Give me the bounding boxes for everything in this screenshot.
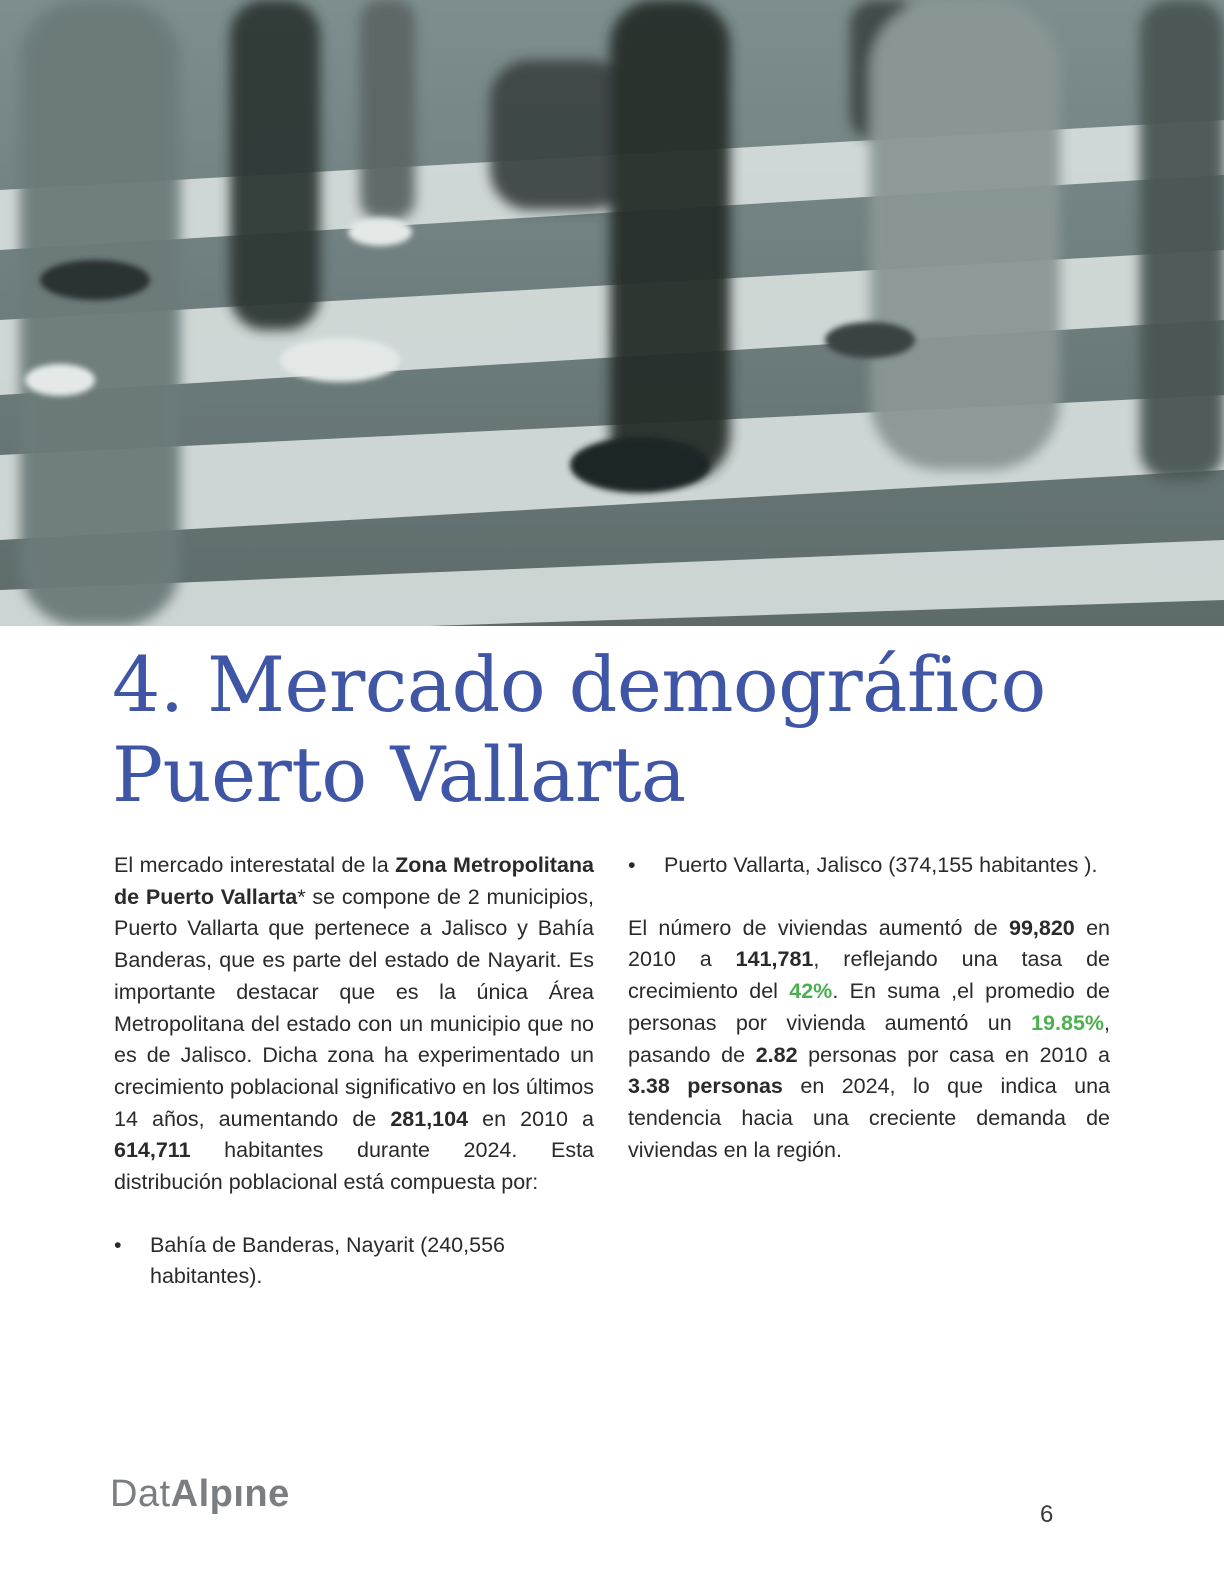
text-run: en 2024, lo que indica una tendencia hacia una creciente demanda de viviendas en la región. bbox=[628, 1074, 1110, 1162]
housing-paragraph bbox=[628, 913, 1110, 1167]
list-item-text: Puerto Vallarta, Jalisco (374,155 habitantes ). bbox=[664, 853, 1098, 877]
page-title-line-2: Puerto Vallarta bbox=[112, 730, 686, 819]
page-title bbox=[112, 640, 1046, 820]
persons-per-house-2024: 3.38 personas bbox=[628, 1074, 783, 1099]
text-run: El número de viviendas aumentó de bbox=[628, 915, 1009, 940]
datalpine-logo bbox=[110, 1470, 290, 1518]
hero-photo-crosswalk-pedestrians bbox=[0, 0, 1224, 626]
text-run: , pasando de bbox=[628, 1010, 1110, 1067]
persons-per-house-2010: 2.82 bbox=[755, 1042, 798, 1067]
page-title-line-1: 4. Mercado demográfico bbox=[112, 640, 1046, 729]
list-item-puerto-vallarta bbox=[628, 850, 1110, 882]
occupancy-increase-highlight: 19.85% bbox=[1031, 1010, 1105, 1035]
text-run: , reflejando una tasa de crecimiento del bbox=[628, 947, 1110, 1004]
bullet-icon: • bbox=[628, 853, 636, 877]
logo-text-alpine: Alpıne bbox=[170, 1473, 290, 1515]
right-text-column bbox=[628, 850, 1110, 1166]
housing-2024-value: 141,781 bbox=[735, 947, 814, 972]
text-run: en 2010 a bbox=[628, 915, 1110, 972]
text-run: en 2010 a bbox=[468, 1106, 595, 1131]
text-run: personas por casa en 2010 a bbox=[797, 1042, 1110, 1067]
bullet-icon: • bbox=[114, 1232, 122, 1257]
zona-metropolitana-bold: Zona Metropolitana de Puerto Vallarta bbox=[114, 853, 594, 909]
crosswalk-illustration bbox=[0, 0, 1224, 626]
spacer bbox=[114, 1199, 594, 1230]
text-run: El mercado interestatal de la bbox=[114, 853, 396, 877]
spacer bbox=[628, 882, 1110, 913]
growth-rate-highlight: 42% bbox=[789, 979, 833, 1004]
housing-2010-value: 99,820 bbox=[1009, 915, 1075, 940]
text-run: habitantes durante 2024. Esta distribución poblacional está compuesta por: bbox=[114, 1138, 594, 1195]
text-run: * se compone de 2 municipios, Puerto Vallarta que pertenece a Jalisco y Bahía Banderas, que es parte del estado de Nayarit. Es importante destacar que es la única Área Metropolitana del estado con un municipio que no es de Jalisco. Dicha zona ha experimentado un crecimiento poblacional significativo en los últimos 14 años, aumentando de bbox=[114, 884, 594, 1131]
population-2010-value: 281,104 bbox=[390, 1106, 469, 1131]
intro-paragraph bbox=[114, 850, 594, 1199]
population-2024-value: 614,711 bbox=[114, 1138, 191, 1163]
list-item-text: Bahía de Banderas, Nayarit (240,556 habitantes). bbox=[150, 1232, 505, 1289]
text-run: . En suma ,el promedio de personas por vivienda aumentó un bbox=[628, 979, 1110, 1035]
list-item-bahia-banderas bbox=[114, 1230, 594, 1293]
page-number: 6 bbox=[1040, 1501, 1054, 1528]
left-text-column bbox=[114, 850, 594, 1293]
logo-text-dat: Dat bbox=[110, 1473, 171, 1515]
